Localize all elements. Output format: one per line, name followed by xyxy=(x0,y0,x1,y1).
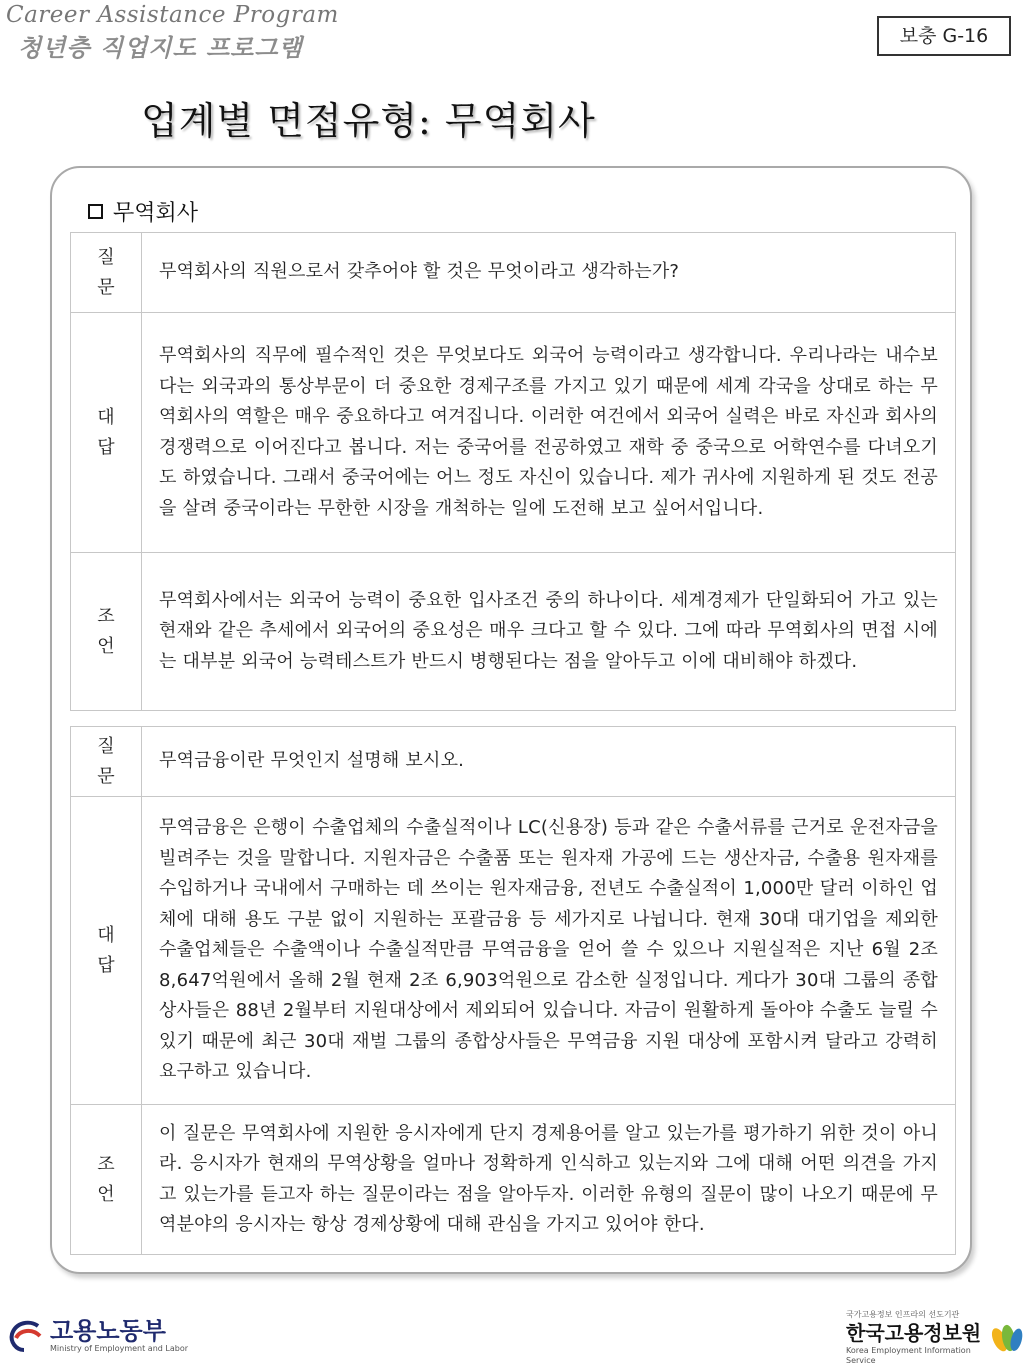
question-row xyxy=(71,727,956,797)
moel-logo xyxy=(8,1318,188,1354)
question-row xyxy=(71,233,956,313)
answer-text: 무역회사의 직무에 필수적인 것은 무엇보다도 외국어 능력이라고 생각합니다. 우리나라는 내수보다는 외국과의 통상부문이 더 중요한 경제구조를 가지고 있기 때문에 세계 각국을 상대로 하는 무역회사의 역할은 매우 중요하다고 여겨집니다. 이러한 여건에서 외국어 실력은 바로 자신과 회사의 경쟁력으로 이어진다고 봅니다. 저는 중국어를 전공하였고 재학 중 중국으로 어학연수를 다녀오기도 하였습니다. 그래서 중국어에는 어느 정도 자신이 있습니다. 제가 귀사에 지원하게 된 것도 전공을 살려 중국이라는 무한한 시장을 개척하는 일에 도전해 보고 싶어서입니다. xyxy=(142,313,956,553)
program-name-ko: 청년층 직업지도 프로그램 xyxy=(18,34,303,62)
moel-name-en: Ministry of Employment and Labor xyxy=(50,1344,188,1353)
page-code-badge: 보충 G-16 xyxy=(877,16,1011,56)
answer-row xyxy=(71,313,956,553)
advice-row xyxy=(71,1105,956,1255)
qa-table-1 xyxy=(70,232,956,711)
question-label: 질 문 xyxy=(71,233,142,313)
moel-emblem-icon xyxy=(8,1318,44,1354)
question-label: 질 문 xyxy=(71,727,142,797)
checkbox-icon xyxy=(88,204,103,219)
keis-tagline: 국가고용정보 인프라의 선도기관 xyxy=(846,1310,960,1319)
answer-row xyxy=(71,797,956,1105)
advice-label: 조 언 xyxy=(71,1105,142,1255)
page-title: 업계별 면접유형: 무역회사 xyxy=(141,99,596,143)
advice-label: 조 언 xyxy=(71,553,142,711)
answer-label: 대 답 xyxy=(71,797,142,1105)
advice-text: 무역회사에서는 외국어 능력이 중요한 입사조건 중의 하나이다. 세계경제가 단일화되어 가고 있는 현재와 같은 추세에서 외국어의 중요성은 매우 크다고 할 수 있다. 그에 따라 무역회사의 면접 시에는 대부분 외국어 능력테스트가 반드시 병행된다는 점을 알아두고 이에 대비해야 하겠다. xyxy=(142,553,956,711)
qa-table-2 xyxy=(70,726,956,1255)
question-text: 무역회사의 직원으로서 갖추어야 할 것은 무엇이라고 생각하는가? xyxy=(142,233,956,313)
answer-text: 무역금융은 은행이 수출업체의 수출실적이나 LC(신용장) 등과 같은 수출서류를 근거로 운전자금을 빌려주는 것을 말합니다. 지원자금은 수출품 또는 원자재 가공에 드는 생산자금, 수출용 원자재를 수입하거나 국내에서 구매하는 데 쓰이는 원자재금융, 전년도 수출실적이 1,000만 달러 이하인 업체에 대해 용도 구분 없이 지원하는 포괄금융 등 세가지로 나뉩니다. 현재 30대 대기업을 제외한 수출업체들은 수출액이나 수출실적만큼 무역금융을 얻어 쓸 수 있으나 지원실적은 지난 6월 2조 8,647억원에서 올해 2월 현재 2조 6,903억원으로 감소한 실정입니다. 게다가 30대 그룹의 종합상사들은 88년 2월부터 지원대상에서 제외되어 있습니다. 자금이 원활하게 돌아야 수출도 늘릴 수 있기 때문에 최근 30대 재벌 그룹의 종합상사들은 무역금융 지원 대상에 포함시켜 달라고 강력히 요구하고 있습니다. xyxy=(142,797,956,1105)
keis-emblem-icon xyxy=(989,1316,1024,1360)
keis-logo xyxy=(846,1310,1024,1366)
keis-name: 한국고용정보원 xyxy=(846,1321,982,1345)
answer-label: 대 답 xyxy=(71,313,142,553)
question-text: 무역금융이란 무엇인지 설명해 보시오. xyxy=(142,727,956,797)
advice-text: 이 질문은 무역회사에 지원한 응시자에게 단지 경제용어를 알고 있는가를 평가하기 위한 것이 아니라. 응시자가 현재의 무역상황을 얼마나 정확하게 인식하고 있는지와 그에 대해 어떤 의견을 가지고 있는가를 듣고자 하는 질문이라는 점을 알아두자. 이러한 유형의 질문이 많이 나오기 때문에 무역분야의 응시자는 항상 경제상황에 대해 관심을 가지고 있어야 한다. xyxy=(142,1105,956,1255)
keis-name-en: Korea Employment Information Service xyxy=(846,1346,971,1365)
section-heading-text: 무역회사 xyxy=(113,201,199,226)
moel-name: 고용노동부 xyxy=(50,1317,166,1345)
program-name-en: Career Assistance Program xyxy=(6,2,339,28)
advice-row xyxy=(71,553,956,711)
section-heading xyxy=(88,196,198,227)
